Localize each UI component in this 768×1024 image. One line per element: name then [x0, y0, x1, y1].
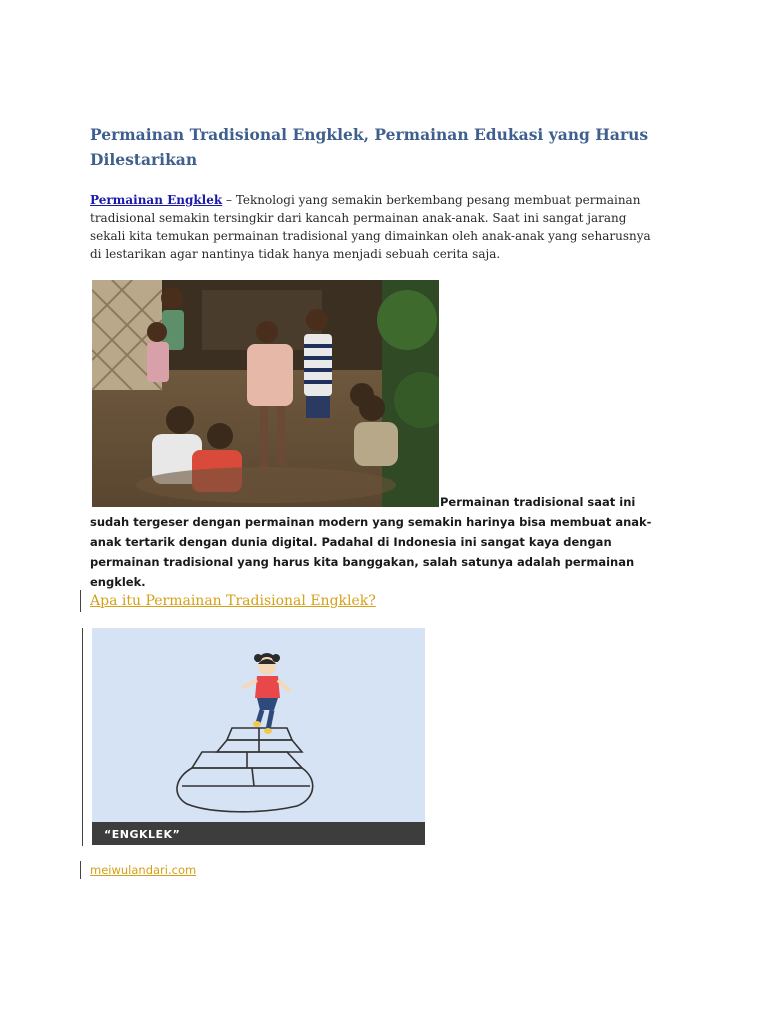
article-title: Permainan Tradisional Engklek, Permainan Edukasi yang Harus Dilestarikan: [90, 125, 649, 169]
intro-text: – Teknologi yang semakin berkembang pesang membuat permainan tradisional semakin tersingkir dari kancah permainan anak-anak. Saat ini sangat jarang sekali kita temukan permainan tradisional yang dimainkan oleh anak-anak yang seharusnya di lestarikan agar nantinya tidak hanya menjadi sebuah cerita saja.: [90, 193, 651, 261]
photo-illustration: [92, 280, 439, 507]
section-heading-link[interactable]: Apa itu Permainan Tradisional Engklek?: [90, 593, 376, 609]
source-link[interactable]: meiwulandari.com: [90, 863, 197, 877]
section-heading-container: [80, 590, 376, 612]
source-container: [80, 861, 196, 879]
engklek-illustration: [92, 628, 425, 845]
photo-caption: Permainan tradisional saat ini sudah tergeser dengan permainan modern yang semakin harinya bisa membuat anak-anak tertarik dengan dunia digital. Padahal di Indonesia ini sangat kaya dengan permainan tradisional yang harus kita banggakan, salah satunya adalah permainan engklek.: [90, 495, 652, 589]
hopscotch-drawing: [92, 628, 425, 822]
figure-label: “ENGKLEK”: [104, 828, 181, 841]
figure-margin-bar: [82, 628, 83, 846]
intro-paragraph: [90, 191, 662, 263]
intro-link[interactable]: Permainan Engklek: [90, 193, 223, 207]
children-playing-photo: [92, 280, 439, 507]
